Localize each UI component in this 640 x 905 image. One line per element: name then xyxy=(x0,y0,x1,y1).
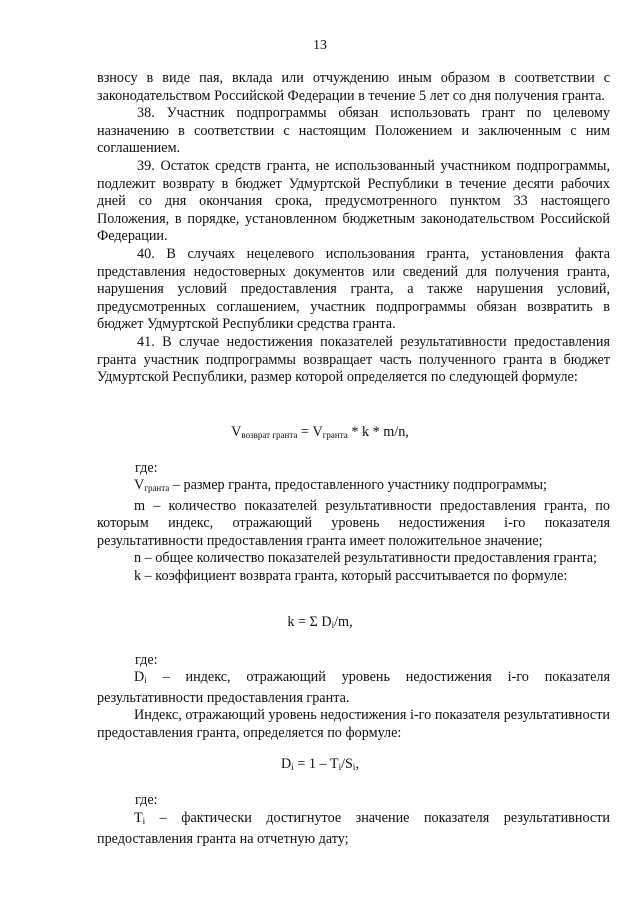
text-block-3 xyxy=(97,669,610,742)
text-block-4 xyxy=(97,810,610,848)
formula-k: k = Σ $D_i/m$, xyxy=(287,614,353,630)
definition-k: k – коэффициент возврата гранта, который рассчитывается по формуле: xyxy=(134,567,568,584)
definition-t: $T_i$ – фактически достигнутое значение показателя результативности предоставления гранта на отчетную дату; xyxy=(97,810,610,847)
formula-d: $D_i = 1 - T_i/S_i$, xyxy=(281,756,359,772)
definition-d: $D_i$ – индекс, отражающий уровень недостижения i-го показателя результативности предоставления гранта. xyxy=(97,669,610,706)
index-description: Индекс, отражающий уровень недостижения i-го показателя результативности предоставления гранта, определяется по формуле: xyxy=(97,707,610,741)
paragraph-40: 40. В случаях нецелевого использования гранта, установления факта представления недостоверных документов или сведений для получения гранта, нарушения условий предоставления гранта, а также нарушения условий, предусмотренных соглашением, участник подпрограммы обязан возвратить в бюджет Удмуртской Республики средства гранта. xyxy=(97,245,610,333)
paragraph-41: 41. В случае недостижения показателей результативности предоставления гранта участник подпрограммы возвращает часть полученного гранта в бюджет Удмуртской Республики, размер которой определяется по следующей формуле: xyxy=(97,333,610,386)
definition-n: n – общее количество показателей результативности предоставления гранта; xyxy=(134,550,597,567)
paragraph-38: 38. Участник подпрограммы обязан использовать грант по целевому назначению в соответствии с настоящим Положением и заключенным с ним соглашением. xyxy=(97,105,610,157)
paragraph-39: 39. Остаток средств гранта, не использованный участником подпрограммы, подлежит возврату в бюджет Удмуртской Республики в течение десяти рабочих дней со дня окончания срока, предусмотренного пунктом 33 настоящего Положения, в порядке, установленном бюджетным законодательством Российской Федерации. xyxy=(97,157,610,245)
text-block-1 xyxy=(97,70,610,387)
formula-refund: $V_{возврат гранта} = V_{гранта} * k * m/n$, xyxy=(231,424,409,440)
page-number: 13 xyxy=(313,38,327,53)
where-label-3: где: xyxy=(135,792,158,808)
definition-m: m – количество показателей результативности предоставления гранта, по которым индекс, отражающий уровень недостижения i-го показателя результативности предоставления гранта имеет положительное значение; xyxy=(97,497,610,549)
where-label-1: где: xyxy=(135,460,158,476)
paragraph-continuation: взносу в виде пая, вклада или отчуждению иным образом в соответствии с законодательством Российской Федерации в течение 5 лет со дня получения гранта. xyxy=(97,70,610,104)
definition-v: $V_{гранта}$ – размер гранта, предоставленного участнику подпрограммы; xyxy=(134,477,547,493)
text-block-2 xyxy=(97,477,610,586)
where-label-2: где: xyxy=(135,652,158,668)
